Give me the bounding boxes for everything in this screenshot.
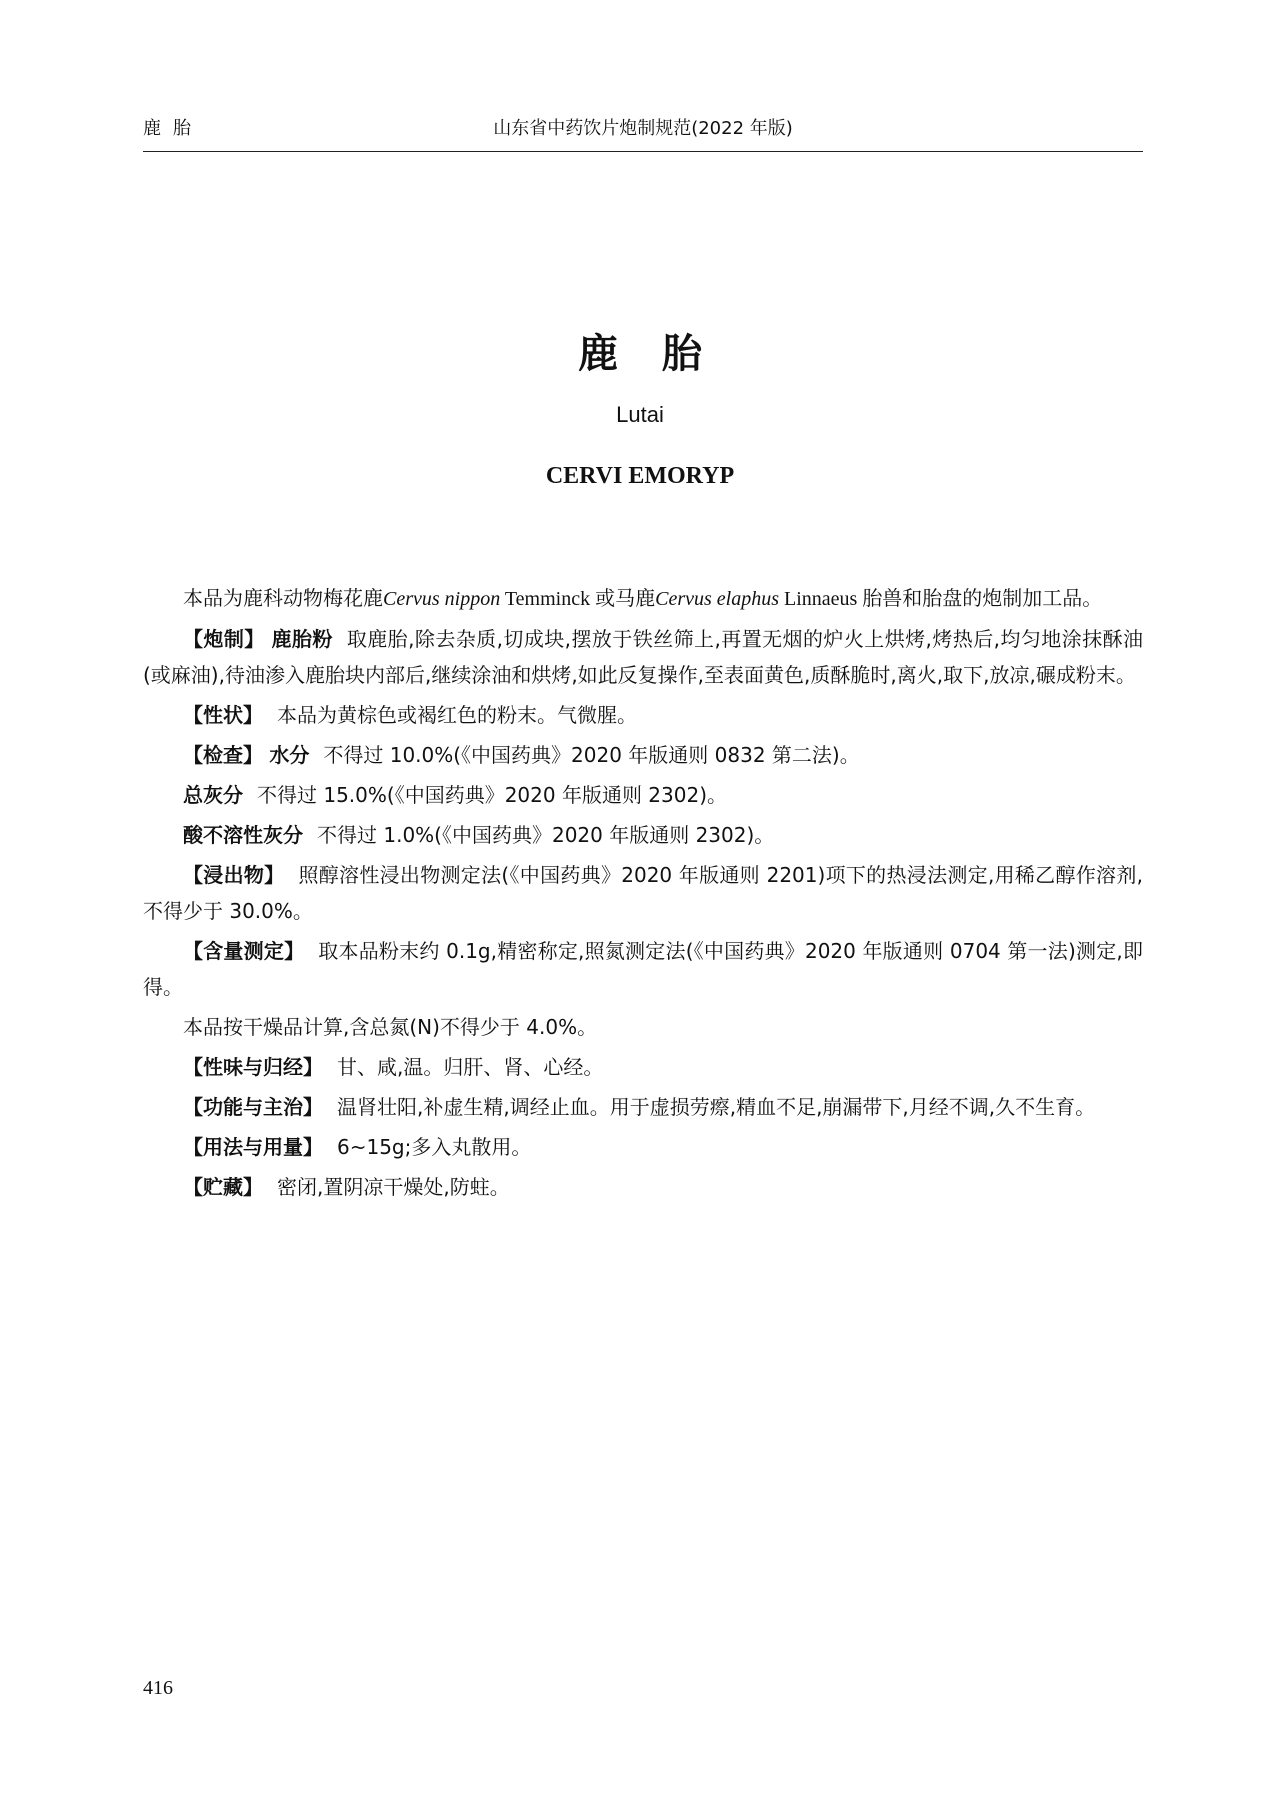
page-title: 鹿胎 [578, 331, 746, 377]
section-label: 【贮藏】 [183, 1175, 263, 1199]
section-label: 【炮制】 [183, 627, 265, 651]
acid-insoluble-ash-item: 酸不溶性灰分 不得过 1.0%(《中国药典》2020 年版通则 2302)。 [183, 823, 775, 847]
section-label: 【用法与用量】 [183, 1135, 323, 1159]
section-label: 【性味与归经】 [183, 1055, 323, 1079]
section-label: 【浸出物】 [183, 863, 285, 887]
page-number: 416 [143, 1677, 173, 1699]
monograph-body [143, 580, 1143, 1209]
header-entry-name: 鹿胎 [143, 118, 203, 139]
subheading: 总灰分 [183, 783, 243, 807]
total-ash-item: 总灰分 不得过 15.0%(《中国药典》2020 年版通则 2302)。 [183, 783, 728, 807]
running-header [143, 114, 1143, 144]
subheading: 水分 [269, 743, 310, 767]
subheading: 酸不溶性灰分 [183, 823, 303, 847]
latin-name: CERVI EMORYP [545, 463, 735, 489]
header-rule [143, 151, 1143, 152]
subheading: 鹿胎粉 [271, 627, 333, 651]
species-name: Cervus elaphus [655, 588, 779, 610]
species-author: Linnaeus [779, 588, 863, 610]
assay-section: 【含量测定】 取本品粉末约 0.1g,精密称定,照氮测定法(《中国药典》2020 年版通则 0704 第一法)测定,即得。 [143, 939, 1144, 999]
nature-section: 【性味与归经】 甘、咸,温。归肝、肾、心经。 [183, 1055, 604, 1079]
processing-section: 【炮制】 鹿胎粉 取鹿胎,除去杂质,切成块,摆放于铁丝筛上,再置无烟的炉火上烘烤,烤热后,均匀地涂抹酥油(或麻油),待油渗入鹿胎块内部后,继续涂油和烘烤,如此反复操作,至表面黄色,质酥脆时,离火,取下,放凉,碾成粉末。 [143, 627, 1144, 687]
usage-section: 【用法与用量】 6~15g;多入丸散用。 [183, 1135, 532, 1159]
description-section: 【性状】 本品为黄棕色或褐红色的粉末。气微腥。 [183, 703, 637, 727]
species-author: Temminck [500, 588, 596, 610]
intro-paragraph: 本品为鹿科动物梅花鹿Cervus nippon Temminck 或马鹿Cervus elaphus Linnaeus 胎兽和胎盘的炮制加工品。 [183, 586, 1103, 610]
extract-section: 【浸出物】 照醇溶性浸出物测定法(《中国药典》2020 年版通则 2201)项下的热浸法测定,用稀乙醇作溶剂,不得少于 30.0%。 [143, 863, 1143, 923]
section-label: 【功能与主治】 [183, 1095, 323, 1119]
header-book-title: 山东省中药饮片炮制规范(2022 年版) [493, 118, 793, 139]
species-name: Cervus nippon [383, 588, 501, 610]
pinyin-name: Lutai [616, 402, 664, 427]
inspection-section: 【检查】 水分 不得过 10.0%(《中国药典》2020 年版通则 0832 第二法)。 [183, 743, 860, 767]
section-label: 【含量测定】 [183, 939, 305, 963]
section-label: 【检查】 [183, 743, 263, 767]
storage-section: 【贮藏】 密闭,置阴凉干燥处,防蛀。 [183, 1175, 510, 1199]
section-label: 【性状】 [183, 703, 263, 727]
assay-limit: 本品按干燥品计算,含总氮(N)不得少于 4.0%。 [183, 1015, 598, 1039]
function-section: 【功能与主治】 温肾壮阳,补虚生精,调经止血。用于虚损劳瘵,精血不足,崩漏带下,月经不调,久不生育。 [183, 1095, 1096, 1119]
